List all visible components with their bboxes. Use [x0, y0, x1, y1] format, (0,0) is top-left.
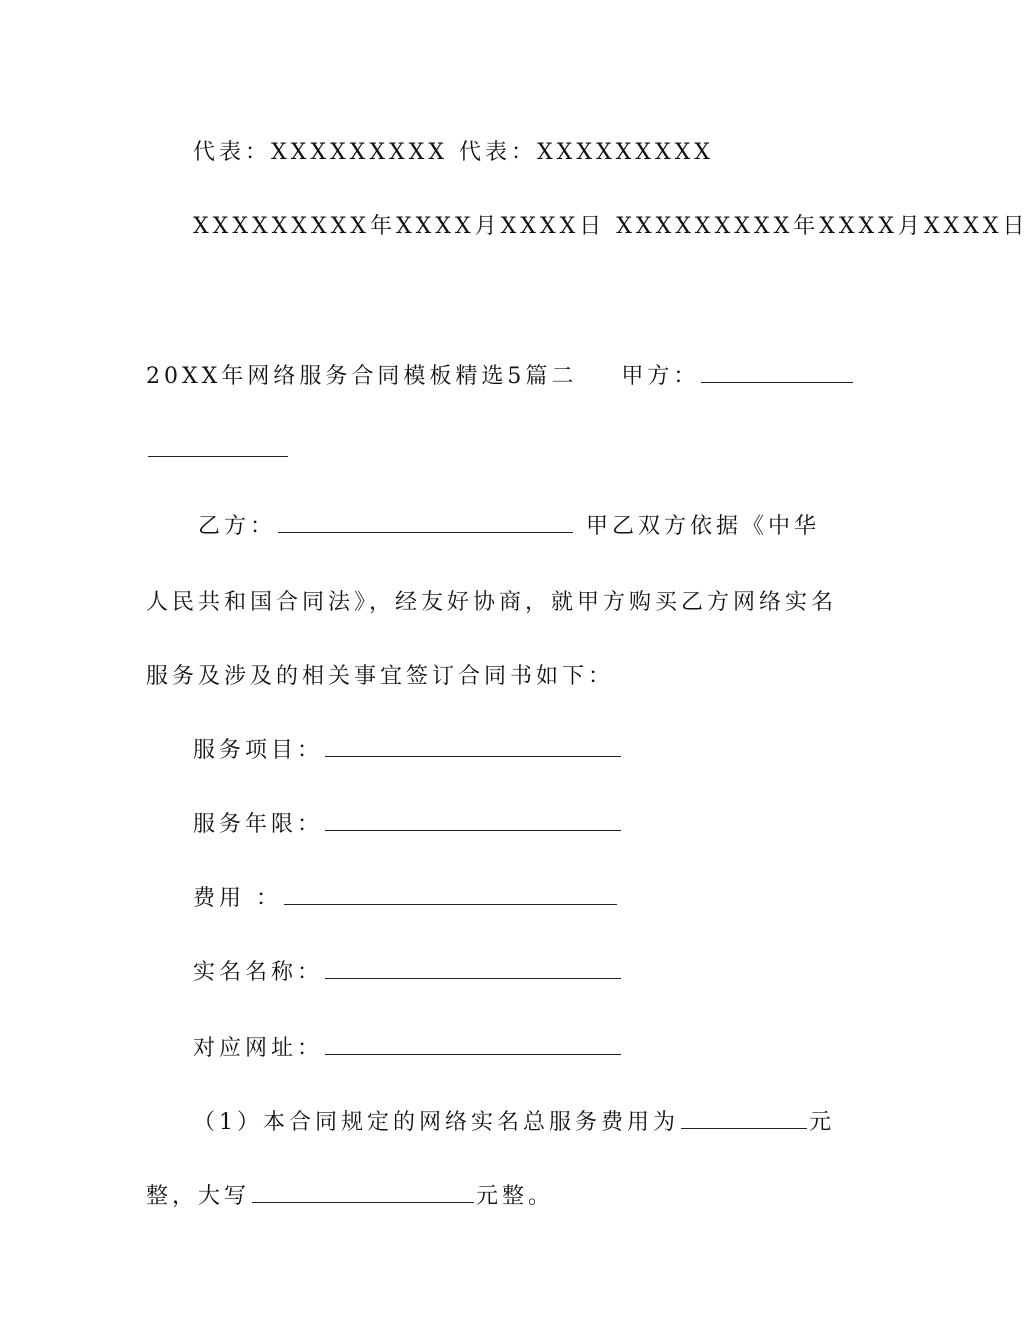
clause-1-text-1: （1）本合同规定的网络实名总服务费用为 [193, 1110, 679, 1135]
field-service-years [193, 810, 623, 840]
representative-label-a: 代表： [193, 140, 272, 165]
url-blank [325, 1036, 621, 1055]
party-b-blank [278, 514, 573, 533]
party-a-blank-cont [148, 438, 288, 457]
fee-label: 费用 ： [193, 886, 282, 911]
representative-value-b: XXXXXXXXX [537, 140, 714, 165]
heading-line [146, 362, 855, 392]
date-line [193, 212, 1029, 242]
field-fee [193, 884, 619, 914]
field-real-name [193, 958, 623, 988]
clause-1-fee-blank [681, 1110, 807, 1129]
real-name-blank [325, 960, 621, 979]
representative-value-a: XXXXXXXXX [271, 140, 448, 165]
date-a: XXXXXXXXX年XXXX月XXXX日 [193, 214, 606, 239]
clause-1-unit-1: 元 [809, 1110, 836, 1135]
document-title: 20XX年网络服务合同模板精选5篇二 [146, 364, 578, 389]
party-a-blank [701, 364, 853, 383]
representative-line [193, 138, 714, 168]
service-years-label: 服务年限： [193, 812, 324, 837]
party-a-blank-continuation [146, 436, 290, 466]
party-b-label: 乙方： [198, 514, 277, 539]
clause-1-text-2: 整，大写 [146, 1184, 251, 1209]
party-b-text-3: 服务及涉及的相关事宜签订合同书如下： [146, 664, 615, 689]
party-b-line [198, 512, 820, 542]
real-name-label: 实名名称： [193, 960, 324, 985]
date-b: XXXXXXXXX年XXXX月XXXX日 [616, 214, 1029, 239]
party-b-text-line-2 [146, 588, 837, 618]
party-b-text-1: 甲乙双方依据《中华 [586, 514, 821, 539]
service-years-blank [325, 812, 621, 831]
fee-blank [284, 886, 617, 905]
clause-1-line-1 [193, 1108, 835, 1138]
party-b-text-line-3 [146, 662, 614, 692]
clause-1-unit-2: 元整。 [476, 1184, 555, 1209]
field-url [193, 1034, 623, 1064]
service-item-label: 服务项目： [193, 738, 324, 763]
url-label: 对应网址： [193, 1036, 324, 1061]
clause-1-line-2 [146, 1182, 554, 1212]
representative-label-b: 代表： [458, 140, 537, 165]
service-item-blank [325, 738, 621, 757]
field-service-item [193, 736, 623, 766]
party-a-label: 甲方： [621, 364, 700, 389]
clause-1-written-blank [252, 1184, 474, 1203]
party-b-text-2: 人民共和国合同法》，经友好协商，就甲方购买乙方网络实名 [146, 590, 838, 615]
